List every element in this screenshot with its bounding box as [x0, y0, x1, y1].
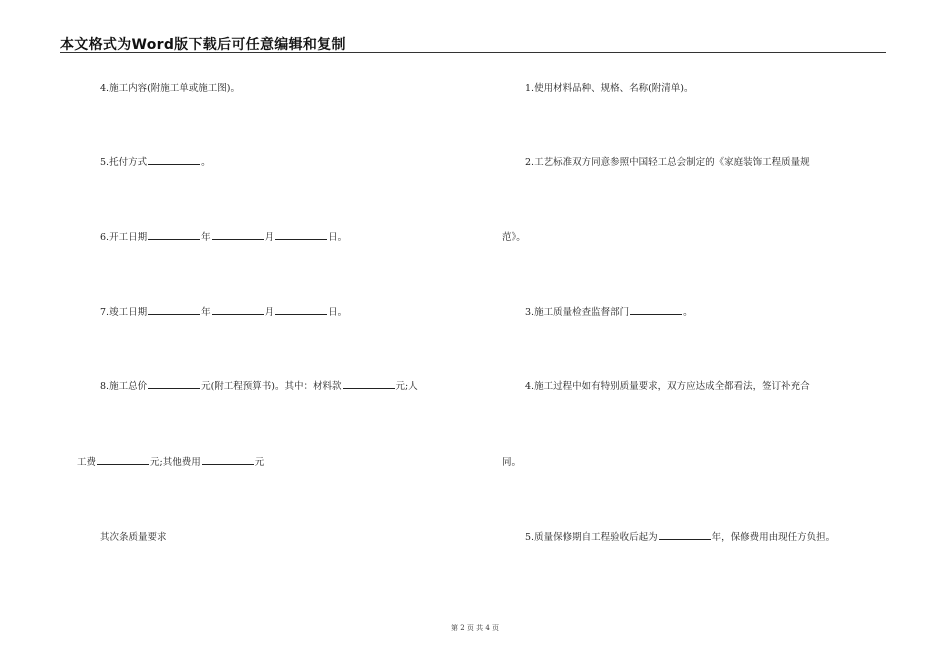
right-line-1 — [525, 80, 693, 94]
payment-method-blank — [148, 163, 200, 165]
materials-label: 元(附工程预算书)。其中：材料款 — [201, 381, 342, 392]
year-label: 年 — [201, 307, 211, 318]
supervision-dept-blank — [630, 313, 682, 315]
right-line-6 — [502, 454, 521, 468]
day-label: 日。 — [328, 307, 348, 318]
payment-method-label: 5.托付方式 — [100, 157, 148, 168]
day-label: 日。 — [328, 232, 348, 243]
left-line-5 — [100, 378, 418, 392]
section-heading-quality: 其次条质量要求 — [100, 532, 167, 543]
right-line-5 — [525, 378, 810, 392]
warranty-years-blank — [659, 538, 711, 540]
start-date-label: 6.开工日期 — [100, 232, 148, 243]
left-line-3 — [100, 229, 347, 243]
completion-date-label: 7.竣工日期 — [100, 307, 148, 318]
right-line-2 — [525, 154, 810, 168]
special-requirements-continued: 同。 — [502, 457, 522, 468]
process-standard-text: 2.工艺标准双方同意参照中国轻工总会制定的《家庭装饰工程质量规 — [525, 157, 810, 168]
left-line-2 — [100, 154, 211, 168]
completion-year-blank — [148, 313, 200, 315]
start-year-blank — [148, 238, 200, 240]
warranty-label: 5.质量保修期自工程验收后起为 — [525, 532, 658, 543]
left-line-4 — [100, 304, 347, 318]
year-label: 年 — [201, 232, 211, 243]
payment-method-end: 。 — [201, 157, 211, 168]
completion-month-blank — [212, 313, 264, 315]
left-line-6 — [77, 454, 264, 468]
header-divider — [60, 52, 886, 53]
start-month-blank — [212, 238, 264, 240]
left-line-1 — [100, 80, 240, 94]
special-requirements-text: 4.施工过程中如有特别质量要求，双方应达成全都看法，签订补充合 — [525, 381, 810, 392]
labor-prefix: 元;人 — [395, 381, 418, 392]
month-label: 月 — [264, 307, 275, 318]
left-line-7 — [100, 529, 167, 543]
right-line-3 — [502, 229, 526, 243]
right-line-4 — [525, 304, 693, 318]
other-fee-label: 元;其他费用 — [150, 457, 201, 468]
supervision-dept-end: 。 — [683, 307, 693, 318]
month-label: 月 — [264, 232, 275, 243]
labor-fee-blank — [97, 463, 149, 465]
yuan-label: 元 — [254, 457, 265, 468]
supervision-dept-label: 3.施工质量检查监督部门 — [525, 307, 630, 318]
materials-blank — [343, 387, 395, 389]
labor-fee-label: 工费 — [77, 457, 97, 468]
total-price-label: 8.施工总价 — [100, 381, 148, 392]
materials-spec-text: 1.使用材料品种、规格、名称(附清单)。 — [525, 83, 694, 94]
warranty-end: 年，保修费用由现任方负担。 — [711, 532, 836, 543]
other-fee-blank — [202, 463, 254, 465]
right-line-7 — [525, 529, 835, 543]
header-title: 本文格式为Word版下载后可任意编辑和复制 — [60, 37, 346, 53]
process-standard-continued: 范》。 — [502, 232, 526, 243]
total-price-blank — [148, 387, 200, 389]
completion-day-blank — [275, 313, 327, 315]
construction-content-text: 4.施工内容(附施工单或施工图)。 — [100, 83, 240, 94]
page-footer: 第 2 页 共 4 页 — [450, 624, 500, 632]
start-day-blank — [275, 238, 327, 240]
